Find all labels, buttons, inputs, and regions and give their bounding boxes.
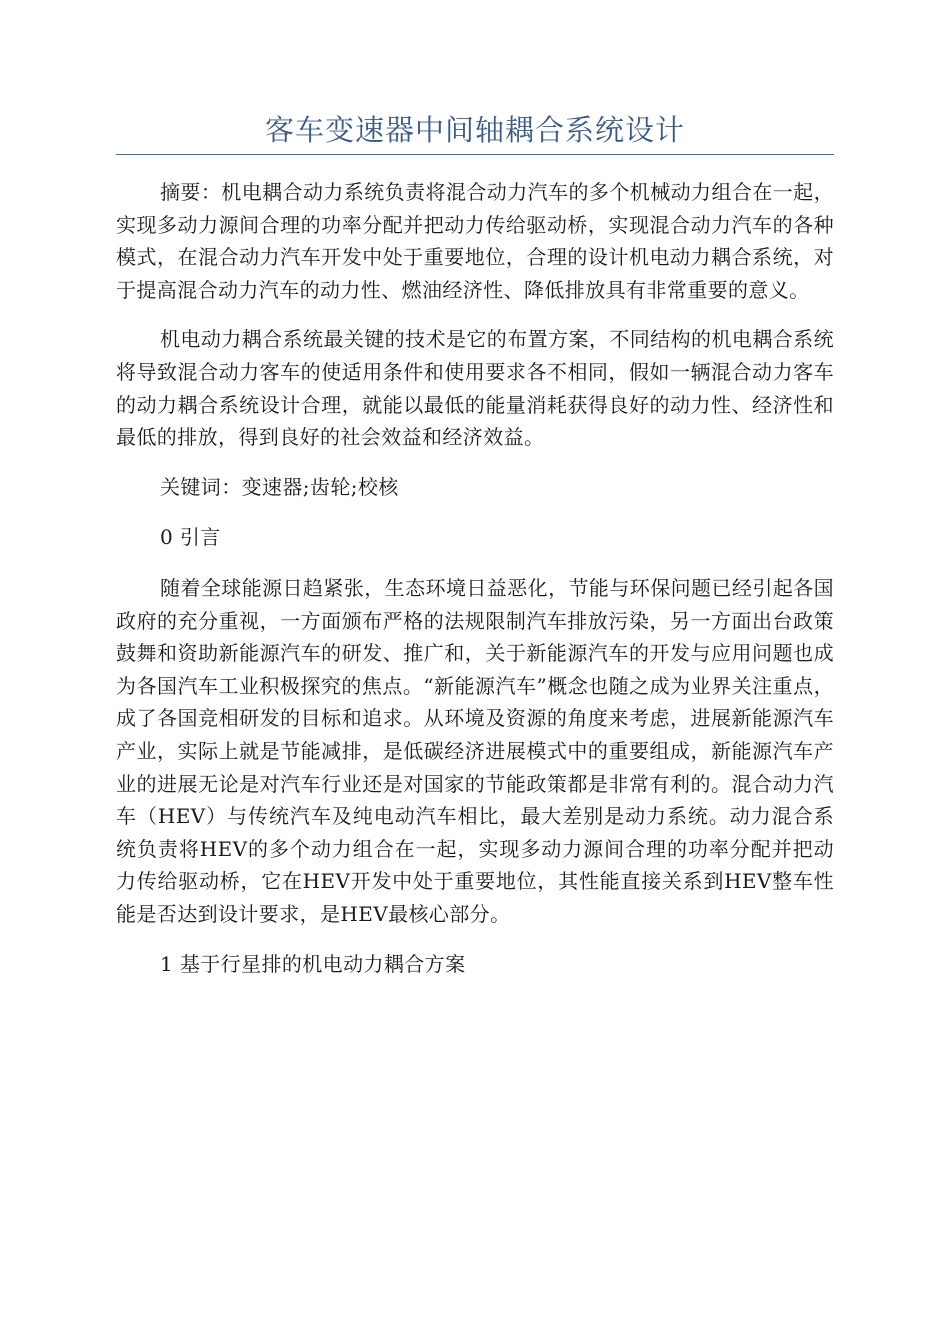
title-underline bbox=[116, 154, 834, 155]
abstract-paragraph: 摘要：机电耦合动力系统负责将混合动力汽车的多个机械动力组合在一起，实现多动力源间合理的功率分配并把动力传给驱动桥，实现混合动力汽车的各种模式，在混合动力汽车开发中处于重要地位，合理的设计机电动力耦合系统，对于提高混合动力汽车的动力性、燃油经济性、降低排放具有非常重要的意义。 bbox=[116, 180, 834, 302]
body-paragraph: 机电动力耦合系统最关键的技术是它的布置方案，不同结构的机电耦合系统将导致混合动力客车的使适用条件和使用要求各不相同，假如一辆混合动力客车的动力耦合系统设计合理，就能以最低的能量消耗获得良好的动力性、经济性和最低的排放，得到良好的社会效益和经济效益。 bbox=[116, 327, 834, 450]
keywords-line: 关键词：变速器;齿轮;校核 bbox=[160, 474, 399, 499]
section-heading-1: 1 基于行星排的机电动力耦合方案 bbox=[160, 952, 466, 977]
document-body bbox=[116, 176, 834, 981]
document-title: 客车变速器中间轴耦合系统设计 bbox=[264, 113, 685, 147]
introduction-paragraph: 随着全球能源日趋紧张，生态环境日益恶化，节能与环保问题已经引起各国政府的充分重视，一方面颁布严格的法规限制汽车排放污染，另一方面出台政策鼓舞和资助新能源汽车的研发、推广和，关于新能源汽车的开发与应用问题也成为各国汽车工业积极探究的焦点。“新能源汽车”概念也随之成为业界关注重点，成了各国竞相研发的目标和追求。从环境及资源的角度来考虑，进展新能源汽车产业，实际上就是节能减排，是低碳经济进展模式中的重要组成，新能源汽车产业的进展无论是对汽车行业还是对国家的节能政策都是非常有利的。混合动力汽车（HEV）与传统汽车及纯电动汽车相比，最大差别是动力系统。动力混合系统负责将HEV的多个动力组合在一起，实现多动力源间合理的功率分配并把动力传给驱动桥，它在HEV开发中处于重要地位，其性能直接关系到HEV整车性能是否达到设计要求，是HEV最核心部分。 bbox=[116, 575, 834, 926]
section-heading-introduction: 0 引言 bbox=[160, 525, 221, 550]
